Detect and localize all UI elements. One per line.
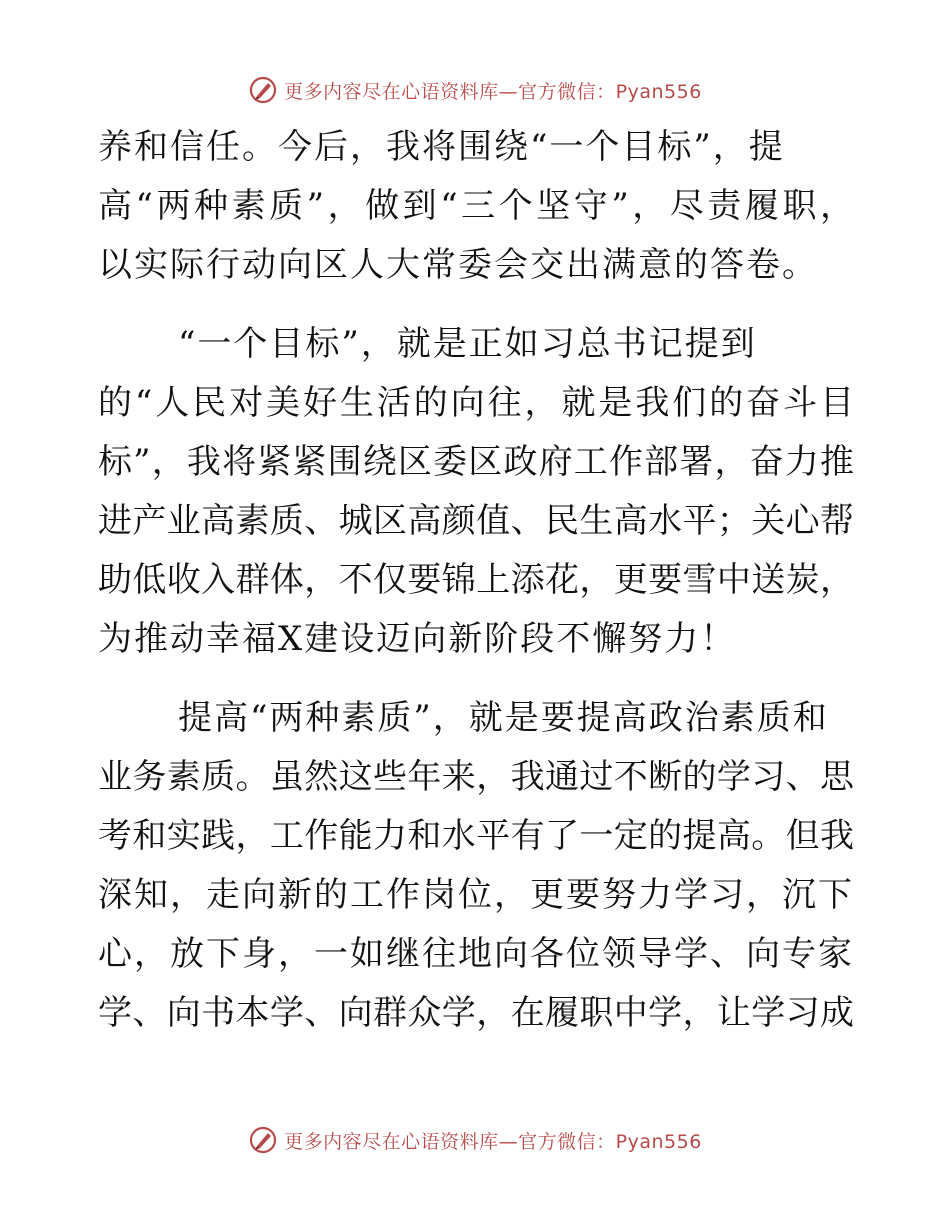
header-watermark <box>0 72 950 108</box>
text-line: 提高“两种素质”，就是要提高政治素质和 <box>178 698 829 738</box>
document-body <box>98 118 854 1063</box>
watermark-text: 更多内容尽在心语资料库—官方微信：Pyan556 <box>284 1130 702 1153</box>
paragraph-2 <box>98 315 854 669</box>
footer-watermark <box>0 1122 950 1158</box>
text-line: 助低收入群体，不仅要锦上添花，更要雪中送炭， <box>98 560 854 600</box>
text-line: 的“人民对美好生活的向往，就是我们的奋斗目 <box>98 383 854 423</box>
text-line: 高“两种素质”，做到“三个坚守”，尽责履职， <box>98 186 854 226</box>
text-line: 标”，我将紧紧围绕区委区政府工作部署，奋力推 <box>98 442 854 482</box>
paragraph-1 <box>98 118 854 295</box>
text-line: 养和信任。今后，我将围绕“一个目标”，提 <box>98 127 785 167</box>
paragraph-3 <box>98 689 854 1043</box>
pen-seal-icon <box>248 1125 278 1155</box>
text-line: 学、向书本学、向群众学，在履职中学，让学习成 <box>98 993 854 1033</box>
text-line: 进产业高素质、城区高颜值、民生高水平；关心帮 <box>98 501 854 541</box>
pen-seal-icon <box>248 75 278 105</box>
text-line: 以实际行动向区人大常委会交出满意的答卷。 <box>98 245 818 285</box>
text-line: 为推动幸福X建设迈向新阶段不懈努力！ <box>98 619 737 659</box>
text-line: 深知，走向新的工作岗位，更要努力学习，沉下 <box>98 875 854 915</box>
text-line: 业务素质。虽然这些年来，我通过不断的学习、思 <box>98 757 854 797</box>
watermark-text: 更多内容尽在心语资料库—官方微信：Pyan556 <box>284 80 702 103</box>
text-line: “一个目标”，就是正如习总书记提到 <box>178 324 757 364</box>
text-line: 考和实践，工作能力和水平有了一定的提高。但我 <box>98 816 854 856</box>
text-line: 心，放下身，一如继往地向各位领导学、向专家 <box>98 934 854 974</box>
